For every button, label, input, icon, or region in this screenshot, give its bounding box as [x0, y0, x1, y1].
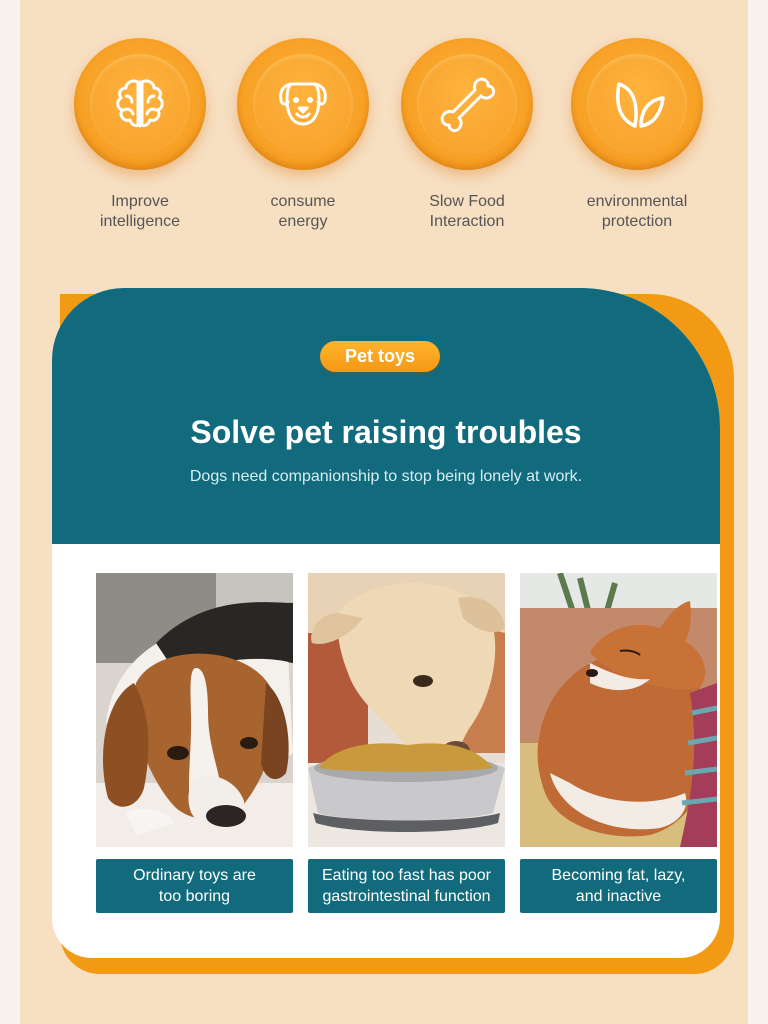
pet-toys-tag: Pet toys [320, 341, 440, 372]
banner-title: Solve pet raising troubles [190, 414, 582, 450]
sleeping-corgi-photo [520, 573, 717, 847]
banner-subtitle: Dogs need companionship to stop being lonely at work. [189, 468, 583, 485]
bone-icon [437, 74, 497, 134]
brain-icon [110, 74, 170, 134]
feature-label: consume energy [270, 193, 336, 230]
leaf-icon [607, 74, 667, 134]
page-background [20, 0, 748, 1024]
feature-coin [571, 38, 703, 170]
feature-consume-energy [228, 38, 378, 232]
pet-troubles-card [52, 288, 720, 958]
sad-beagle-photo [96, 573, 293, 847]
feature-slow-food [392, 38, 542, 232]
feature-environmental-protection [562, 38, 712, 232]
card-banner [52, 288, 720, 544]
dog-icon [273, 74, 333, 134]
feature-coin [237, 38, 369, 170]
problem-caption: Eating too fast has poor gastrointestinal function [308, 859, 505, 913]
feature-coin [74, 38, 206, 170]
problem-caption: Becoming fat, lazy, and inactive [520, 859, 717, 913]
feature-improve-intelligence [65, 38, 215, 232]
problem-caption: Ordinary toys are too boring [96, 859, 293, 913]
feature-coin [401, 38, 533, 170]
feature-label: environmental protection [586, 193, 688, 230]
feature-label: Slow Food Interaction [429, 193, 505, 230]
dog-eating-photo [308, 573, 505, 847]
feature-label: Improve intelligence [99, 193, 181, 230]
